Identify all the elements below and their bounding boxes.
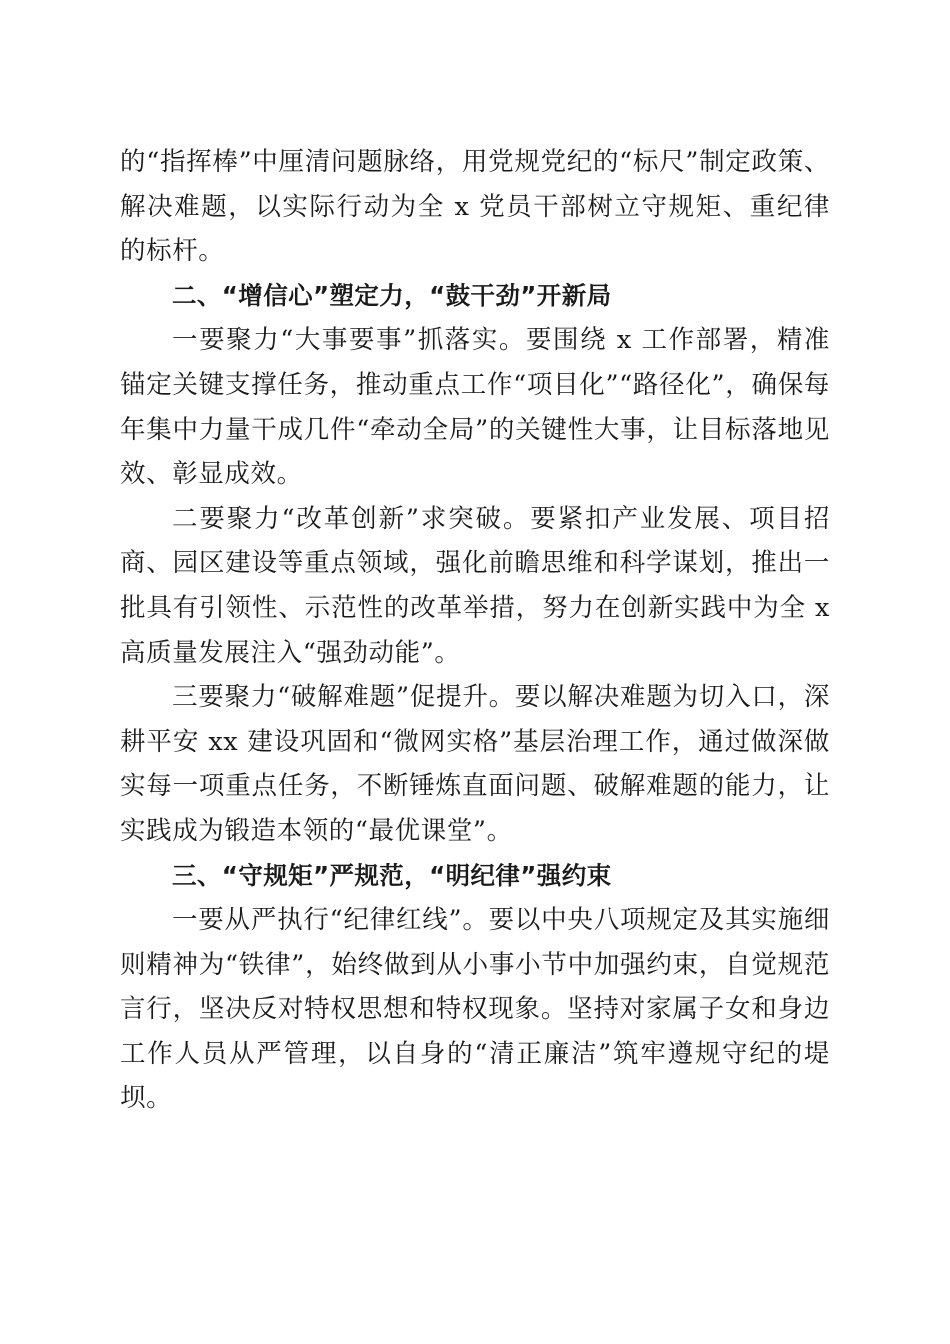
section-heading-3: 三、“守规矩”严规范，“明纪律”强约束: [172, 860, 612, 890]
section-heading-2: 二、“增信心”塑定力，“鼓干劲”开新局: [172, 280, 612, 310]
paragraph-2-2: 二要聚力“改革创新”求突破。要紧扣产业发展、项目招商、园区建设等重点领域，强化前瞻思维和科学谋划，推出一批具有引领性、示范性的改革举措，努力在创新实践中为全 x 高质量发展注入“强劲动能”。: [120, 503, 830, 668]
paragraph-continuation: 的“指挥棒”中厘清问题脉络，用党规党纪的“标尺”制定政策、解决难题，以实际行动为全 x 党员干部树立守规矩、重纪律的标杆。: [120, 147, 830, 267]
paragraph-3-1: 一要从严执行“纪律红线”。要以中央八项规定及其实施细则精神为“铁律”，始终做到从小事小节中加强约束，自觉规范言行，坚决反对特权思想和特权现象。坚持对家属子女和身边工作人员从严管理，以自身的“清正廉洁”筑牢遵规守纪的堤坝。: [120, 905, 830, 1114]
paragraph-2-3: 三要聚力“破解难题”促提升。要以解决难题为切入口，深耕平安 xx 建设巩固和“微网实格”基层治理工作，通过做深做实每一项重点任务，不断锤炼直面问题、破解难题的能力，让实践成为锻造本领的“最优课堂”。: [120, 682, 830, 846]
paragraph-2-1: 一要聚力“大事要事”抓落实。要围绕 x 工作部署，精准锚定关键支撑任务，推动重点工作“项目化”“路径化”，确保每年集中力量干成几件“牵动全局”的关键性大事，让目标落地见效、彰显成效。: [120, 325, 830, 490]
document-page: [120, 140, 830, 1121]
